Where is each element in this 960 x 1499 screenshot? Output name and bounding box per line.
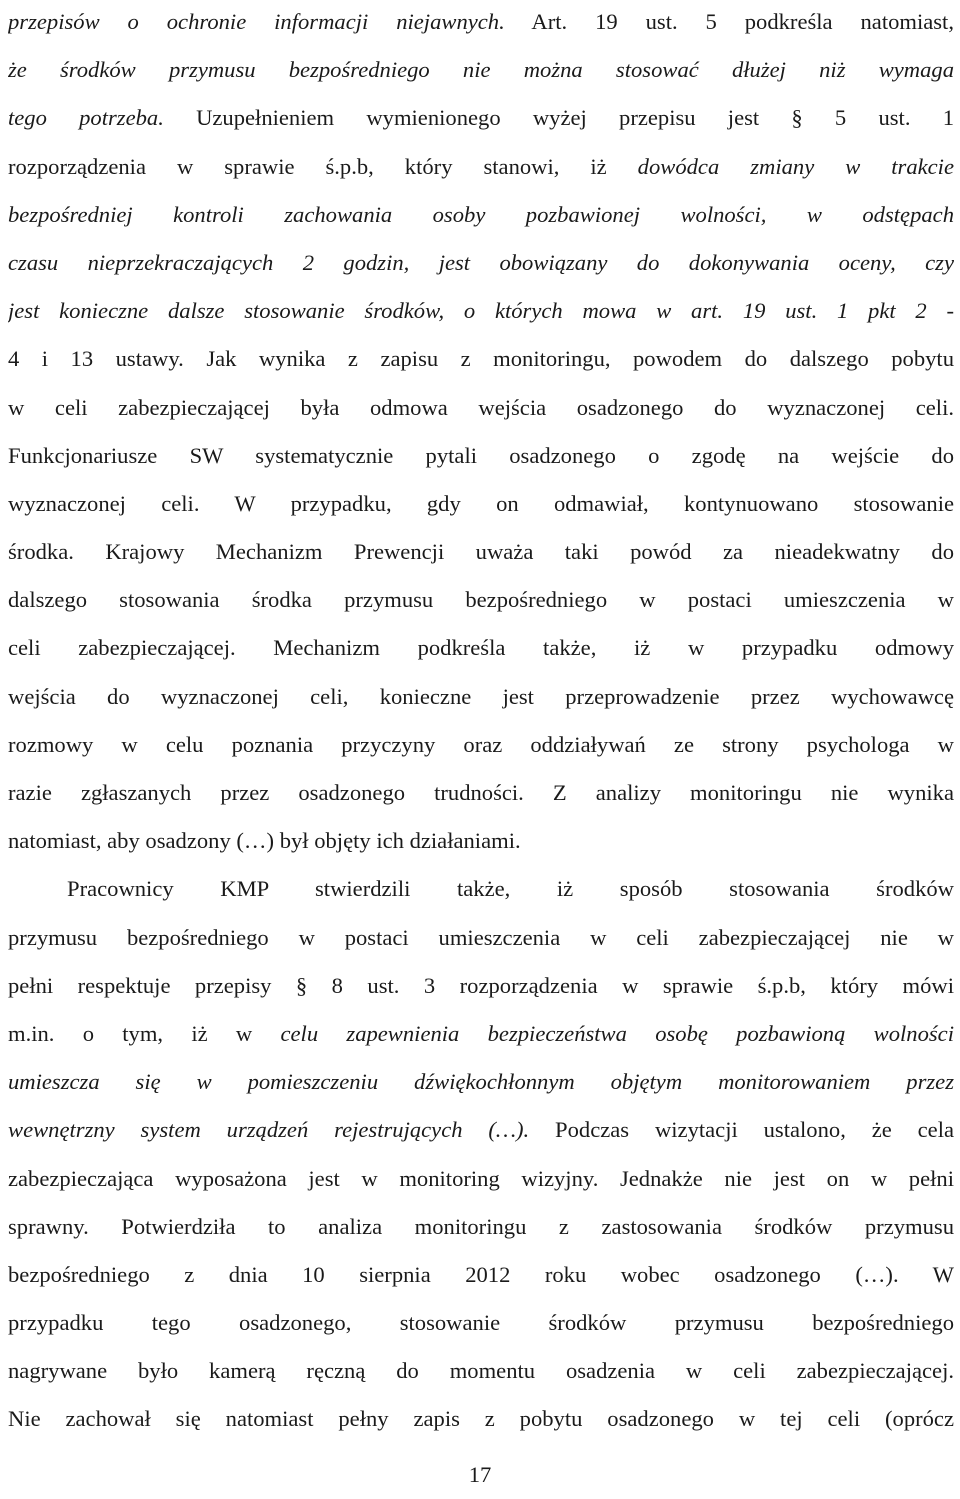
italic-text-segment: tego potrzeba. (8, 105, 164, 131)
text-line (8, 528, 954, 576)
italic-text-segment: wewnętrzny system urządzeń rejestrujących (…). (8, 1117, 530, 1143)
text-line (8, 576, 954, 624)
document-body (8, 0, 954, 1444)
text-line (8, 1155, 954, 1203)
text-line (8, 1106, 954, 1154)
text-segment: przypadku tego osadzonego, stosowanie środków przymusu bezpośredniego (8, 1310, 954, 1336)
text-segment: środka. Krajowy Mechanizm Prewencji uważa taki powód za nieadekwatny do (8, 539, 954, 565)
text-segment: przymusu bezpośredniego w postaci umieszczenia w celi zabezpieczającej nie w (8, 924, 954, 950)
text-segment: dalszego stosowania środka przymusu bezpośredniego w postaci umieszczenia w (8, 587, 954, 613)
text-segment: pełni respektuje przepisy § 8 ust. 3 rozporządzenia w sprawie ś.p.b, który mówi (8, 972, 954, 998)
italic-text-segment: umieszcza się w pomieszczeniu dźwiękochłonnym objętym monitorowaniem przez (8, 1069, 954, 1095)
text-line (8, 769, 954, 817)
text-line (8, 1395, 954, 1443)
italic-text-segment: bezpośredniej kontroli zachowania osoby pozbawionej wolności, w odstępach (8, 201, 954, 227)
text-segment: Art. 19 ust. 5 podkreśla natomiast, (504, 9, 954, 34)
text-segment: Uzupełnieniem wymienionego wyżej przepisu jest § 5 ust. 1 (163, 105, 954, 131)
text-segment: Pracownicy KMP stwierdzili także, iż sposób stosowania środków (67, 876, 954, 902)
text-segment: celi zabezpieczającej. Mechanizm podkreśla także, iż w przypadku odmowy (8, 635, 954, 661)
italic-text-segment: dowódca zmiany w trakcie (637, 153, 954, 179)
text-segment: wejścia do wyznaczonej celi, konieczne jest przeprowadzenie przez wychowawcę (8, 683, 954, 709)
text-line (8, 721, 954, 769)
text-line (8, 962, 954, 1010)
text-segment: Funkcjonariusze SW systematycznie pytali osadzonego o zgodę na wejście do (8, 442, 954, 468)
text-segment: rozmowy w celu poznania przyczyny oraz oddziaływań ze strony psychologa w (8, 731, 954, 757)
text-line (8, 94, 954, 142)
text-line (8, 1203, 954, 1251)
italic-text-segment: celu zapewnienia bezpieczeństwa osobę pozbawioną wolności (280, 1020, 954, 1046)
text-line (8, 865, 954, 913)
text-line (8, 432, 954, 480)
text-line (8, 287, 954, 335)
text-line (8, 239, 954, 287)
text-line (8, 1347, 954, 1395)
text-line (8, 191, 954, 239)
text-segment: bezpośredniego z dnia 10 sierpnia 2012 roku wobec osadzonego (…). W (8, 1261, 954, 1287)
text-segment: sprawny. Potwierdziła to analiza monitoringu z zastosowania środków przymusu (8, 1213, 954, 1239)
italic-text-segment: czasu nieprzekraczających 2 godzin, jest obowiązany do dokonywania oceny, czy (8, 249, 954, 275)
text-line (8, 1058, 954, 1106)
text-line (8, 46, 954, 94)
text-line (8, 914, 954, 962)
text-segment: razie zgłaszanych przez osadzonego trudności. Z analizy monitoringu nie wynika (8, 780, 954, 805)
text-line (8, 624, 954, 672)
text-segment: m.in. o tym, iż w (8, 1020, 281, 1046)
text-line (8, 1010, 954, 1058)
text-line (8, 335, 954, 383)
text-line (8, 673, 954, 721)
text-segment: w celi zabezpieczającej była odmowa wejścia osadzonego do wyznaczonej celi. (8, 394, 954, 420)
page-number: 17 (468, 1462, 492, 1487)
text-segment: rozporządzenia w sprawie ś.p.b, który stanowi, iż (8, 153, 638, 179)
italic-text-segment: przepisów o ochronie informacji niejawnych. (8, 9, 505, 34)
text-line (8, 1251, 954, 1299)
text-segment: wyznaczonej celi. W przypadku, gdy on odmawiał, kontynuowano stosowanie (8, 490, 954, 516)
text-segment: 4 i 13 ustawy. (8, 346, 184, 372)
text-line (8, 480, 954, 528)
text-line (8, 143, 954, 191)
text-line (8, 817, 954, 865)
italic-text-segment: jest konieczne dalsze stosowanie środków, o których mowa w art. 19 ust. 1 pkt 2 - (8, 298, 954, 324)
italic-text-segment: że środków przymusu bezpośredniego nie można stosować dłużej niż wymaga (8, 57, 954, 83)
text-line (8, 384, 954, 432)
text-segment: Nie zachował się natomiast pełny zapis z pobytu osadzonego w tej celi (oprócz (8, 1406, 954, 1432)
text-segment: zabezpieczająca wyposażona jest w monitoring wizyjny. Jednakże nie jest on w pełni (8, 1165, 954, 1191)
text-line (8, 1299, 954, 1347)
text-line (8, 0, 954, 46)
text-segment: nagrywane było kamerą ręczną do momentu osadzenia w celi zabezpieczającej. (8, 1358, 954, 1384)
text-segment: Podczas wizytacji ustalono, że cela (529, 1117, 954, 1143)
text-segment: Jak wynika z zapisu z monitoringu, powodem do dalszego pobytu (183, 346, 954, 372)
text-segment: natomiast, aby osadzony (…) był objęty ich działaniami. (8, 828, 521, 854)
